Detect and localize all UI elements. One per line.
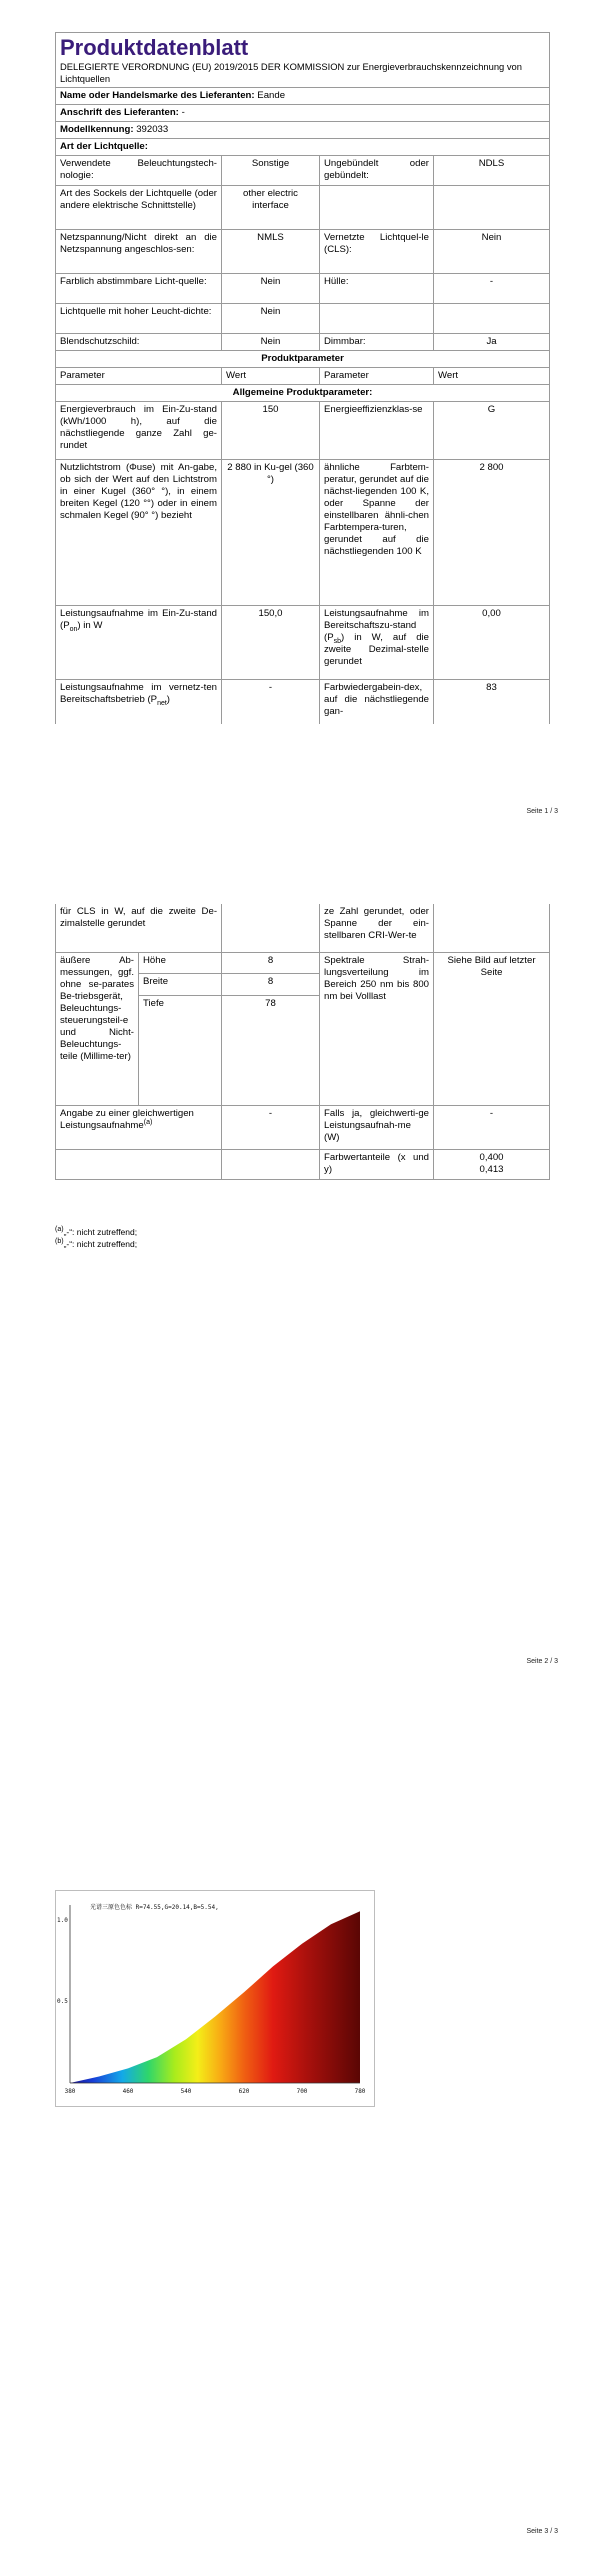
directional-value: NDLS	[434, 156, 550, 186]
dimension-height-value: 8	[222, 952, 320, 974]
standby-power-label-text: Leistungsaufnahme im Bereitschaftszu-stand (P	[324, 608, 429, 643]
equivalent-power-label-text: Angabe zu einer gleichwertigen Leistungsaufnahme	[60, 1107, 194, 1131]
spectrum-area	[70, 1911, 360, 2083]
page-3	[0, 1740, 603, 2560]
empty-cell	[320, 186, 434, 230]
footnote-a-mark: (a)	[55, 1226, 64, 1234]
dimension-depth-value: 78	[222, 995, 320, 1105]
empty-cell	[222, 1149, 320, 1179]
page-number: Seite 3 / 3	[526, 2528, 558, 2535]
x-tick-label: 700	[296, 2088, 308, 2095]
y-tick-label: 0.5	[57, 1998, 68, 2005]
cls-label: Vernetzte Lichtquel-le (CLS):	[320, 230, 434, 274]
empty-cell	[434, 904, 550, 952]
cri-label: Farbwiedergabein-dex, auf die nächstliegende gan-	[320, 680, 434, 724]
address-value: -	[181, 107, 185, 118]
column-header-parameter: Parameter	[320, 368, 434, 385]
x-tick-label: 380	[64, 2088, 76, 2095]
empty-cell	[56, 1149, 222, 1179]
footnotes	[55, 1226, 137, 1250]
supplier-row	[56, 88, 550, 105]
envelope-value: -	[434, 274, 550, 304]
cap-type-label: Art des Sockels der Lichtquelle (oder andere elektrische Schnittstelle)	[56, 186, 222, 230]
on-mode-power-value: 150,0	[222, 606, 320, 680]
x-tick-label: 620	[238, 2088, 250, 2095]
chromaticity-y: 0,413	[479, 1163, 504, 1175]
spectral-distribution-label: Spektrale Strah-lungsverteilung im Bereich 250 nm bis 800 nm bei Volllast	[320, 952, 434, 1105]
dimension-width-value: 8	[222, 974, 320, 996]
x-tick-label: 540	[180, 2088, 192, 2095]
standby-power-value: 0,00	[434, 606, 550, 680]
networked-standby-label	[56, 680, 222, 724]
product-datasheet-table	[55, 32, 550, 724]
standby-power-subscript: sb	[333, 637, 341, 645]
supplier-value: Eande	[257, 90, 286, 101]
dimension-height-label: Höhe	[139, 952, 222, 974]
light-source-type-heading: Art der Lichtquelle:	[56, 139, 550, 156]
equivalent-power-label	[56, 1105, 222, 1149]
x-tick-label: 460	[122, 2088, 134, 2095]
networked-standby-label-continued: für CLS in W, auf die zweite De-zimalstelle gerundet	[56, 904, 222, 952]
dimmable-label: Dimmbar:	[320, 334, 434, 351]
model-row	[56, 122, 550, 139]
networked-standby-value: -	[222, 680, 320, 724]
standby-power-label	[320, 606, 434, 680]
cct-value: 2 800	[434, 460, 550, 606]
footnote-a	[55, 1226, 137, 1238]
chart-title: 光谱三原色色标 R=74.55,G=20.14,B=5.54,	[90, 1904, 219, 1911]
on-mode-power-label-text: Leistungsaufnahme im Ein-Zu-stand (P	[60, 608, 217, 631]
cls-value: Nein	[434, 230, 550, 274]
cri-value: 83	[434, 680, 550, 724]
luminous-flux-label: Nutzlichtstrom (Φuse) mit An-gabe, ob sich der Wert auf den Lichtstrom in einer Kugel (360° °), in einem breiten Kegel (120 °°) oder in einem schmalen Kegel (90° °) bezieht	[56, 460, 222, 606]
luminous-flux-value: 2 880 in Ku-gel (360 °)	[222, 460, 320, 606]
standby-power-label-tail: ) in W, auf die zweite Dezimal-stelle gerundet	[324, 632, 429, 667]
dimensions-label: äußere Ab-messungen, ggf. ohne se-parates Be-triebsgerät, Beleuchtungs-steuerungsteil-e und Nicht-Beleuchtungs-teile (Millime-ter)	[56, 952, 139, 1105]
energy-class-value: G	[434, 402, 550, 460]
model-label: Modellkennung:	[60, 124, 134, 135]
on-mode-power-label	[56, 606, 222, 680]
mains-value: NMLS	[222, 230, 320, 274]
chromaticity-x: 0,400	[479, 1151, 504, 1163]
envelope-label: Hülle:	[320, 274, 434, 304]
networked-standby-label-tail: )	[166, 694, 170, 705]
supplier-label: Name oder Handelsmarke des Lieferanten:	[60, 90, 255, 101]
spectrum-plot	[56, 1891, 374, 2106]
product-datasheet-table-continued	[55, 904, 550, 1180]
empty-cell	[222, 904, 320, 952]
equivalent-power-w-label: Falls ja, gleichwerti-ge Leistungsaufnah-me (W)	[320, 1105, 434, 1149]
column-header-parameter: Parameter	[56, 368, 222, 385]
footnote-b-mark: (b)	[55, 1238, 64, 1246]
tunable-label: Farblich abstimmbare Licht-quelle:	[56, 274, 222, 304]
energy-consumption-label: Energieverbrauch im Ein-Zu-stand (kWh/1000 h), auf die nächstliegende ganze Zahl ge-rundet	[56, 402, 222, 460]
lighting-tech-value: Sonstige	[222, 156, 320, 186]
high-luminance-value: Nein	[222, 304, 320, 334]
footnote-marker: (a)	[143, 1118, 153, 1126]
footnote-a-text: „-“: nicht zutreffend;	[63, 1227, 138, 1237]
empty-cell	[434, 304, 550, 334]
general-parameters-heading: Allgemeine Produktparameter:	[56, 385, 550, 402]
tunable-value: Nein	[222, 274, 320, 304]
footnote-b-text: „-“: nicht zutreffend;	[63, 1239, 138, 1249]
on-mode-power-subscript: on	[69, 625, 78, 633]
model-value: 392033	[136, 124, 169, 135]
energy-consumption-value: 150	[222, 402, 320, 460]
page-1	[0, 0, 603, 830]
x-tick-label: 780	[354, 2088, 366, 2095]
equivalent-power-value: -	[222, 1105, 320, 1149]
equivalent-power-w-value: -	[434, 1105, 550, 1149]
page-number: Seite 1 / 3	[526, 808, 558, 815]
column-header-value: Wert	[434, 368, 550, 385]
cri-label-continued: ze Zahl gerundet, oder Spanne der ein-stellbaren CRI-Wer-te	[320, 904, 434, 952]
address-row	[56, 105, 550, 122]
footnote-b	[55, 1238, 137, 1250]
chromaticity-label: Farbwertanteile (x und y)	[320, 1149, 434, 1179]
networked-standby-label-text: Leistungsaufnahme im vernetz-ten Bereitschaftsbetrieb (P	[60, 682, 217, 705]
regulation-text: DELEGIERTE VERORDNUNG (EU) 2019/2015 DER KOMMISSION zur Energieverbrauchskennzeichnung von Lichtquellen	[60, 61, 522, 84]
high-luminance-label: Lichtquelle mit hoher Leucht-dichte:	[56, 304, 222, 334]
empty-cell	[434, 186, 550, 230]
y-tick-label: 1.0	[57, 1917, 68, 1924]
lighting-tech-label: Verwendete Beleuchtungstech-nologie:	[56, 156, 222, 186]
networked-standby-subscript: net	[157, 699, 167, 707]
title-cell	[56, 33, 550, 88]
mains-label: Netzspannung/Nicht direkt an die Netzspannung angeschlos-sen:	[56, 230, 222, 274]
address-label: Anschrift des Lieferanten:	[60, 107, 179, 118]
chromaticity-value	[434, 1149, 550, 1179]
spectral-distribution-value: Siehe Bild auf letzter Seite	[434, 952, 550, 1105]
page-title: Produktdatenblatt	[60, 35, 249, 60]
dimension-depth-label: Tiefe	[139, 995, 222, 1105]
page-number: Seite 2 / 3	[526, 1658, 558, 1665]
dimension-width-label: Breite	[139, 974, 222, 996]
glare-shield-value: Nein	[222, 334, 320, 351]
cap-type-value: other electric interface	[222, 186, 320, 230]
glare-shield-label: Blendschutzschild:	[56, 334, 222, 351]
spectral-distribution-chart	[55, 1890, 375, 2107]
page-2	[0, 880, 603, 1710]
empty-cell	[320, 304, 434, 334]
energy-class-label: Energieeffizienzklas-se	[320, 402, 434, 460]
directional-label: Ungebündelt oder gebündelt:	[320, 156, 434, 186]
cct-label: ähnliche Farbtem-peratur, gerundet auf die nächst-liegenden 100 K, oder Spanne der einstellbaren ähnli-chen Farbtempera-turen, gerundet auf die nächstliegenden 100 K	[320, 460, 434, 606]
product-parameters-heading: Produktparameter	[56, 351, 550, 368]
dimmable-value: Ja	[434, 334, 550, 351]
column-header-value: Wert	[222, 368, 320, 385]
on-mode-power-label-tail: ) in W	[77, 620, 103, 631]
